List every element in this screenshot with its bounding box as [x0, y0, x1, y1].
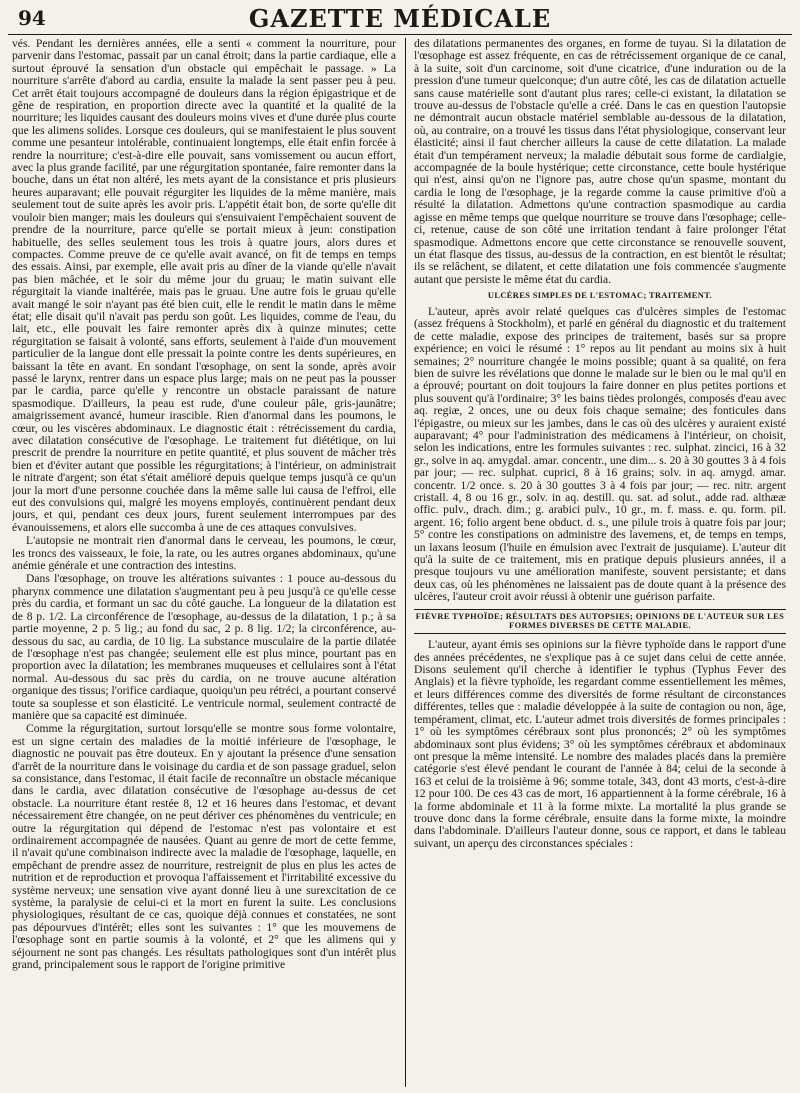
section-heading: ULCÈRES SIMPLES DE L'ESTOMAC; TRAITEMENT. [487, 291, 713, 301]
page-header [10, 4, 790, 33]
paragraph: Dans l'œsophage, on trouve les altérations suivantes : 1 pouce au-dessous du pharynx commence une dilatation s'augmentant peu à peu jusqu'à ce qu'elle cesse près du cardia, et formant un sac du côté gauche. La longueur de la dilatation est de 8 p. 1/2. La circonférence de l'œsophage, au-dessus de la dilatation, 1 p.; à sa partie moyenne, 2 p. 5 lig.; au fond du sac, 2 p. 8 lig. 1/2; la circonférence, au-dessous du sac, au cardia, de 10 lig. La substance musculaire de la partie dilatée de l'œsophage n'est pas changée; seulement elle est plus mince, pourtant pas en proportion avec la dilatation; les membranes muqueuses et cellulaires sont à l'état normal. Au-dessous du sac près du cardia, on ne trouve aucune altération organique des tissus; l'orifice cardiaque, quoiqu'un peu rétréci, a pourtant conservé toute sa souplesse et son élasticité. Le ventricule normal, seulement contracté de manière que sa capacité est diminuée. [12, 572, 396, 722]
paragraph: L'auteur, après avoir relaté quelques cas d'ulcères simples de l'estomac (assez fréquens à Stockholm), et parlé en général du diagnostic et du traitement de cette maladie, expose des principes de traitement, basés sur sa propre expérience; en voici le résumé : 1° repos au lit pendant au moins six à huit semaines; 2° nourriture changée le moins possible; quant à sa qualité, on fera bien de suivre les révélations que donne le malade sur le bien ou le mal qu'il en a éprouvé; pourtant on doit toujours la faire donner en plus petites portions et plus souvent qu'à l'ordinaire; 3° les bains tièdes prolongés, composés d'eau avec aq. regiæ, 2 onces, une ou deux fois chaque semaine; des fonticules dans l'épigastre, ou mieux sur les jambes, dans le cas où des ulcères y auraient existé auparavant; 4° pour l'administration des médicamens à l'intérieur, on choisit, selon les indications, entre les formules suivantes : rec. sulphat. zincici, 16 à 32 gr., solve in aq. amygdal. amar. concentr., une dim... s. 20 à 30 gouttes 3 à 4 fois par jour; — rec. sulphat. cuprici, 8 à 16 grains; solv. in aq. amygd. amar. concentr. 1/2 once. s. 20 à 30 gouttes 3 à 4 fois par jour; — rec. nitr. argent cristall. 4, 8 ou 16 gr., solv. in aq. destill. qu. sat. ad solut., adde rad. althææ offic. pulv., drach. dim.; g. arabici pulv., 10 gr., m. f. mass. e. qu. form. pil. argent. 16; folio argent bene obduct. d. s., une pilule trois à quatre fois par jour; 5° contre les constipations on administre des lavemens, et, de temps en temps, un laxans leosum (l'huile en émulsion avec l'extrait de jusquiame). L'auteur dit qu'à la suite de ce traitement, mis en pratique depuis plusieurs années, il a presque toujours vu une amélioration manifeste, souvent persistante; et dans deux cas, où les phénomènes ne laissaient pas de doute quant à la présence des ulcères, l'auteur croit avoir réussi à obtenir une guérison parfaite. [414, 304, 786, 604]
header-rule [8, 34, 792, 35]
paragraph: des dilatations permanentes des organes, en forme de tuyau. Si la dilatation de l'œsophage est assez fréquente, en cas de rétrécissement organique de ce canal, à la suite, soit d'un carcinome, soit d'une cicatrice, d'une induration ou de la pression d'une tumeur quelconque; d'un autre côté, les cas de dilatation actuelle sans cause matérielle sont d'autant plus rares; celle-ci existant, la dilatation se trouve au-dessus de l'obstacle qu'elle a créé. Dans le cas en question l'autopsie ne démontrait aucun obstacle matériel semblable au-dessous de la dilatation, où, au contraire, on a trouvé les tissus dans l'état physiologique, conservant leur élasticité; ainsi il faut chercher ailleurs la cause de cette dilatation. La malade était d'un tempérament nerveux; la maladie débutait sous forme de cardialgie, accompagnée de la boule hystérique; cette circonstance, cette boule hystérique qui n'est, ainsi qu'on ne l'ignore pas, autre chose qu'un spasme, montant du cardia le long de l'œsophage, je la regarde comme la cause primitive d'où a résulté la dilatation. Admettons qu'une contraction spasmodique au cardia agisse en même temps que quelque nourriture se trouve dans l'œsophage; celle-ci, retenue, cause de son côté une irritation tendant à faire prolonger l'état spasmodique. Admettons encore que cette circonstance se renouvelle souvent, un état flasque des tissus, au-dessus de la contraction, en est bientôt le résultat; ils se relâchent, se dilatent, et cette dilatation une fois commencée s'augmente autant que persiste le même état du cardia. [414, 38, 786, 286]
journal-title: GAZETTE MÉDICALE [248, 4, 552, 33]
column-divider [405, 38, 406, 1087]
left-column [12, 38, 396, 1087]
section-heading: FIÈVRE TYPHOÏDE; RÉSULTATS DES AUTOPSIES; OPINIONS DE L'AUTEUR SUR LES FORMES DIVERSES DE CETTE MALADIE. [414, 609, 786, 635]
right-column [414, 38, 786, 1087]
paragraph: Comme la régurgitation, surtout lorsqu'elle se montre sous forme volontaire, est un signe certain des maladies de la moitié inférieure de l'œsophage, le diagnostic ne pouvait pas être douteux. En y ajoutant la présence d'une sensation d'arrêt de la nourriture dans le voisinage du cardia et de son passage graduel, selon sa consistance, dans l'estomac, il était facile de reconnaître un obstacle mécanique dans le cardia, avec dilatation consécutive de l'œsophage au-dessus de cet obstacle. La nourriture étant restée 8, 12 et 16 heures dans l'estomac, et devant nécessairement être changée, on ne peut dériver ces phénomènes du ventricule; en outre la régurgitation qui dépend de l'estomac n'est pas volontaire et est ordinairement accompagnée de nausées. Quant au genre de mort de cette femme, il n'avait qu'une combinaison indirecte avec la maladie de l'œsophage, laquelle, en empêchant de prendre assez de nourriture, restreignit de plus en plus les actes de nutrition et de reproduction et provoqua l'affaissement et l'irritabilité excessive du système nerveux; une sensation vive ayant donné lieu à une surexcitation de ce système, la paralysie de celui-ci et la mort en furent la suite. Les conclusions physiologiques, résultant de ce cas, quoique déjà connues et constatées, ne sont pas dépourvues d'intérêt; elles sont les suivantes : 1° que les mouvemens de l'œsophage sont en partie soumis à la volonté, et 2° que les alimens qui y séjournent ne sont pas changés. Les résultats pathologiques sont d'un intérêt plus grand, principalement sous le rapport de l'origine primitive [12, 722, 396, 972]
paragraph: vés. Pendant les dernières années, elle a senti « comment la nourriture, pour parvenir dans l'estomac, passait par un canal étroit; dans la partie cardiaque, elle a surtout éprouvé la sensation d'un obstacle qui empêchait le passage. » La nourriture s'arrête d'abord au cardia, ensuite la malade la sent passer peu à peu. Cet arrêt était toujours accompagné de douleurs dans la région épigastrique et de gêne de respiration, en proportion directe avec la quantité et la qualité de la nourriture; les liquides causant des douleurs moins vives et d'une durée plus courte que les alimens solides. Lorsque ces douleurs, qui se manifestaient le plus souvent comme une pesanteur intolérable, continuaient longtemps, elle était enfin forcée à rendre la nourriture; c'est-à-dire elle pouvait, sans vomissement ou aucun effort, avec la plus grande facilité, par une régurgitation spontanée, faire remonter dans la bouche, dans un état non altéré, les mets ayant de la consistance et pris plusieurs heures auparavant; elle pouvait régurgiter les liquides de la même manière, mais seulement tout de suite après les avoir pris. L'appétit était bon, de sorte qu'elle dit vouloir bien manger; mais les douleurs qui s'ensuivaient l'empêchaient souvent de prendre de la nourriture, parce qu'elle se portait mieux à jeun: constipation habituelle, des selles seulement tous les trois à quatre jours, alors dures et compactes. Comme preuve de ce qu'elle avait avancé, on fit de temps en temps des essais. Ainsi, par exemple, elle avait pris au dîner de la viande qu'elle n'avait pas bien mâchée, et le soir du même jour du gruau; le matin suivant elle régurgitait la viande inaltérée, mais pas le gruau. Une autre fois le gruau qu'elle avait mangé le soir n'ayant pas été bien cuit, elle le rendit le matin dans le même état; elle disait qu'il n'avait pas perdu son goût. Les liquides, comme de l'eau, du lait, etc., elle pouvait les faire remonter après dix à quinze minutes; cette régurgitation se faisait à volonté, sans efforts, seulement à l'aide d'un mouvement particulier de la langue dont elle pressait la pointe contre les dents supérieures, en baissant la tête en avant. En sondant l'œsophage, on sent la sonde, après avoir passé le larynx, rentrer dans un espace plus large; mais on ne peut pas la pousser par le cardia, parce qu'elle y rencontre un obstacle paraissant de nature spasmodique. D'ailleurs, la peau est rude, d'une couleur pâle, gris-jaunâtre; amaigrissement avancé, humeur irascible. Rien d'anormal dans les poumons, le cœur, ou les viscères abdominaux. Le diagnostic était : rétrécissement du cardia, avec dilatation consécutive de l'œsophage. Le traitement fut diététique, on lui prescrit de prendre la nourriture en petite quantité, et plus souvent de mâcher très bien et d'éviter autant que possible les régurgitations; à l'intérieur, on administrait le nitrate d'argent; son état s'était amélioré depuis quelque temps jusqu'à ce qu'un jour la mort d'une personne couchée dans la même salle lui causa de l'effroi, elle eut des convulsions qui, malgré les moyens employés, continuèrent pendant deux jours, et qui, pendant ces deux jours, furent seulement interrompues par des évanouissemens, et alors elle succomba à une de ces attaques convulsives. [12, 38, 396, 534]
paragraph: L'autopsie ne montrait rien d'anormal dans le cerveau, les poumons, le cœur, les troncs des vaisseaux, le foie, la rate, ou les autres organes abdominaux, qu'une anémie générale et une contraction des intestins. [12, 534, 396, 573]
page-number: 94 [18, 6, 46, 30]
paragraph: L'auteur, ayant émis ses opinions sur la fièvre typhoïde dans le rapport d'une des années précédentes, ne s'explique pas à ce sujet dans celui de cette année. Disons seulement qu'il cherche à identifier le typhus (Typhus Fever des Anglais) et la fièvre typhoïde, les regardant comme essentiellement les mêmes, et leurs différences comme des diversités de forme résultant de circonstances différentes, telles que : maladie développée à la suite de contagion ou non, âge, tempérament, climat, etc. L'auteur admet trois diversités de formes principales : 1° où les symptômes cérébraux sont plus prononcés; 2° où les symptômes abdominaux sont plus évidens; 3° où les symptômes cérébraux et abdominaux ont presque la même intensité. Le nombre des malades placés dans la première catégorie s'est élevé pendant le courant de l'année à 84; celui de la seconde à 163 et celui de la troisième à 96; somme totale, 343, dont 43 morts, c'est-à-dire 12 pour 100. De ces 43 cas de mort, 16 appartiennent à la forme cérébrale, 16 à la forme abdominale et 11 à la forme mixte. La mortalité la plus grande se trouve donc dans la forme cérébrale, ensuite dans la forme mixte, la moindre dans l'abdominale. D'ailleurs l'auteur donne, sous ce rapport, et dans le tableau suivant, un aperçu des circonstances spéciales : [414, 638, 786, 850]
